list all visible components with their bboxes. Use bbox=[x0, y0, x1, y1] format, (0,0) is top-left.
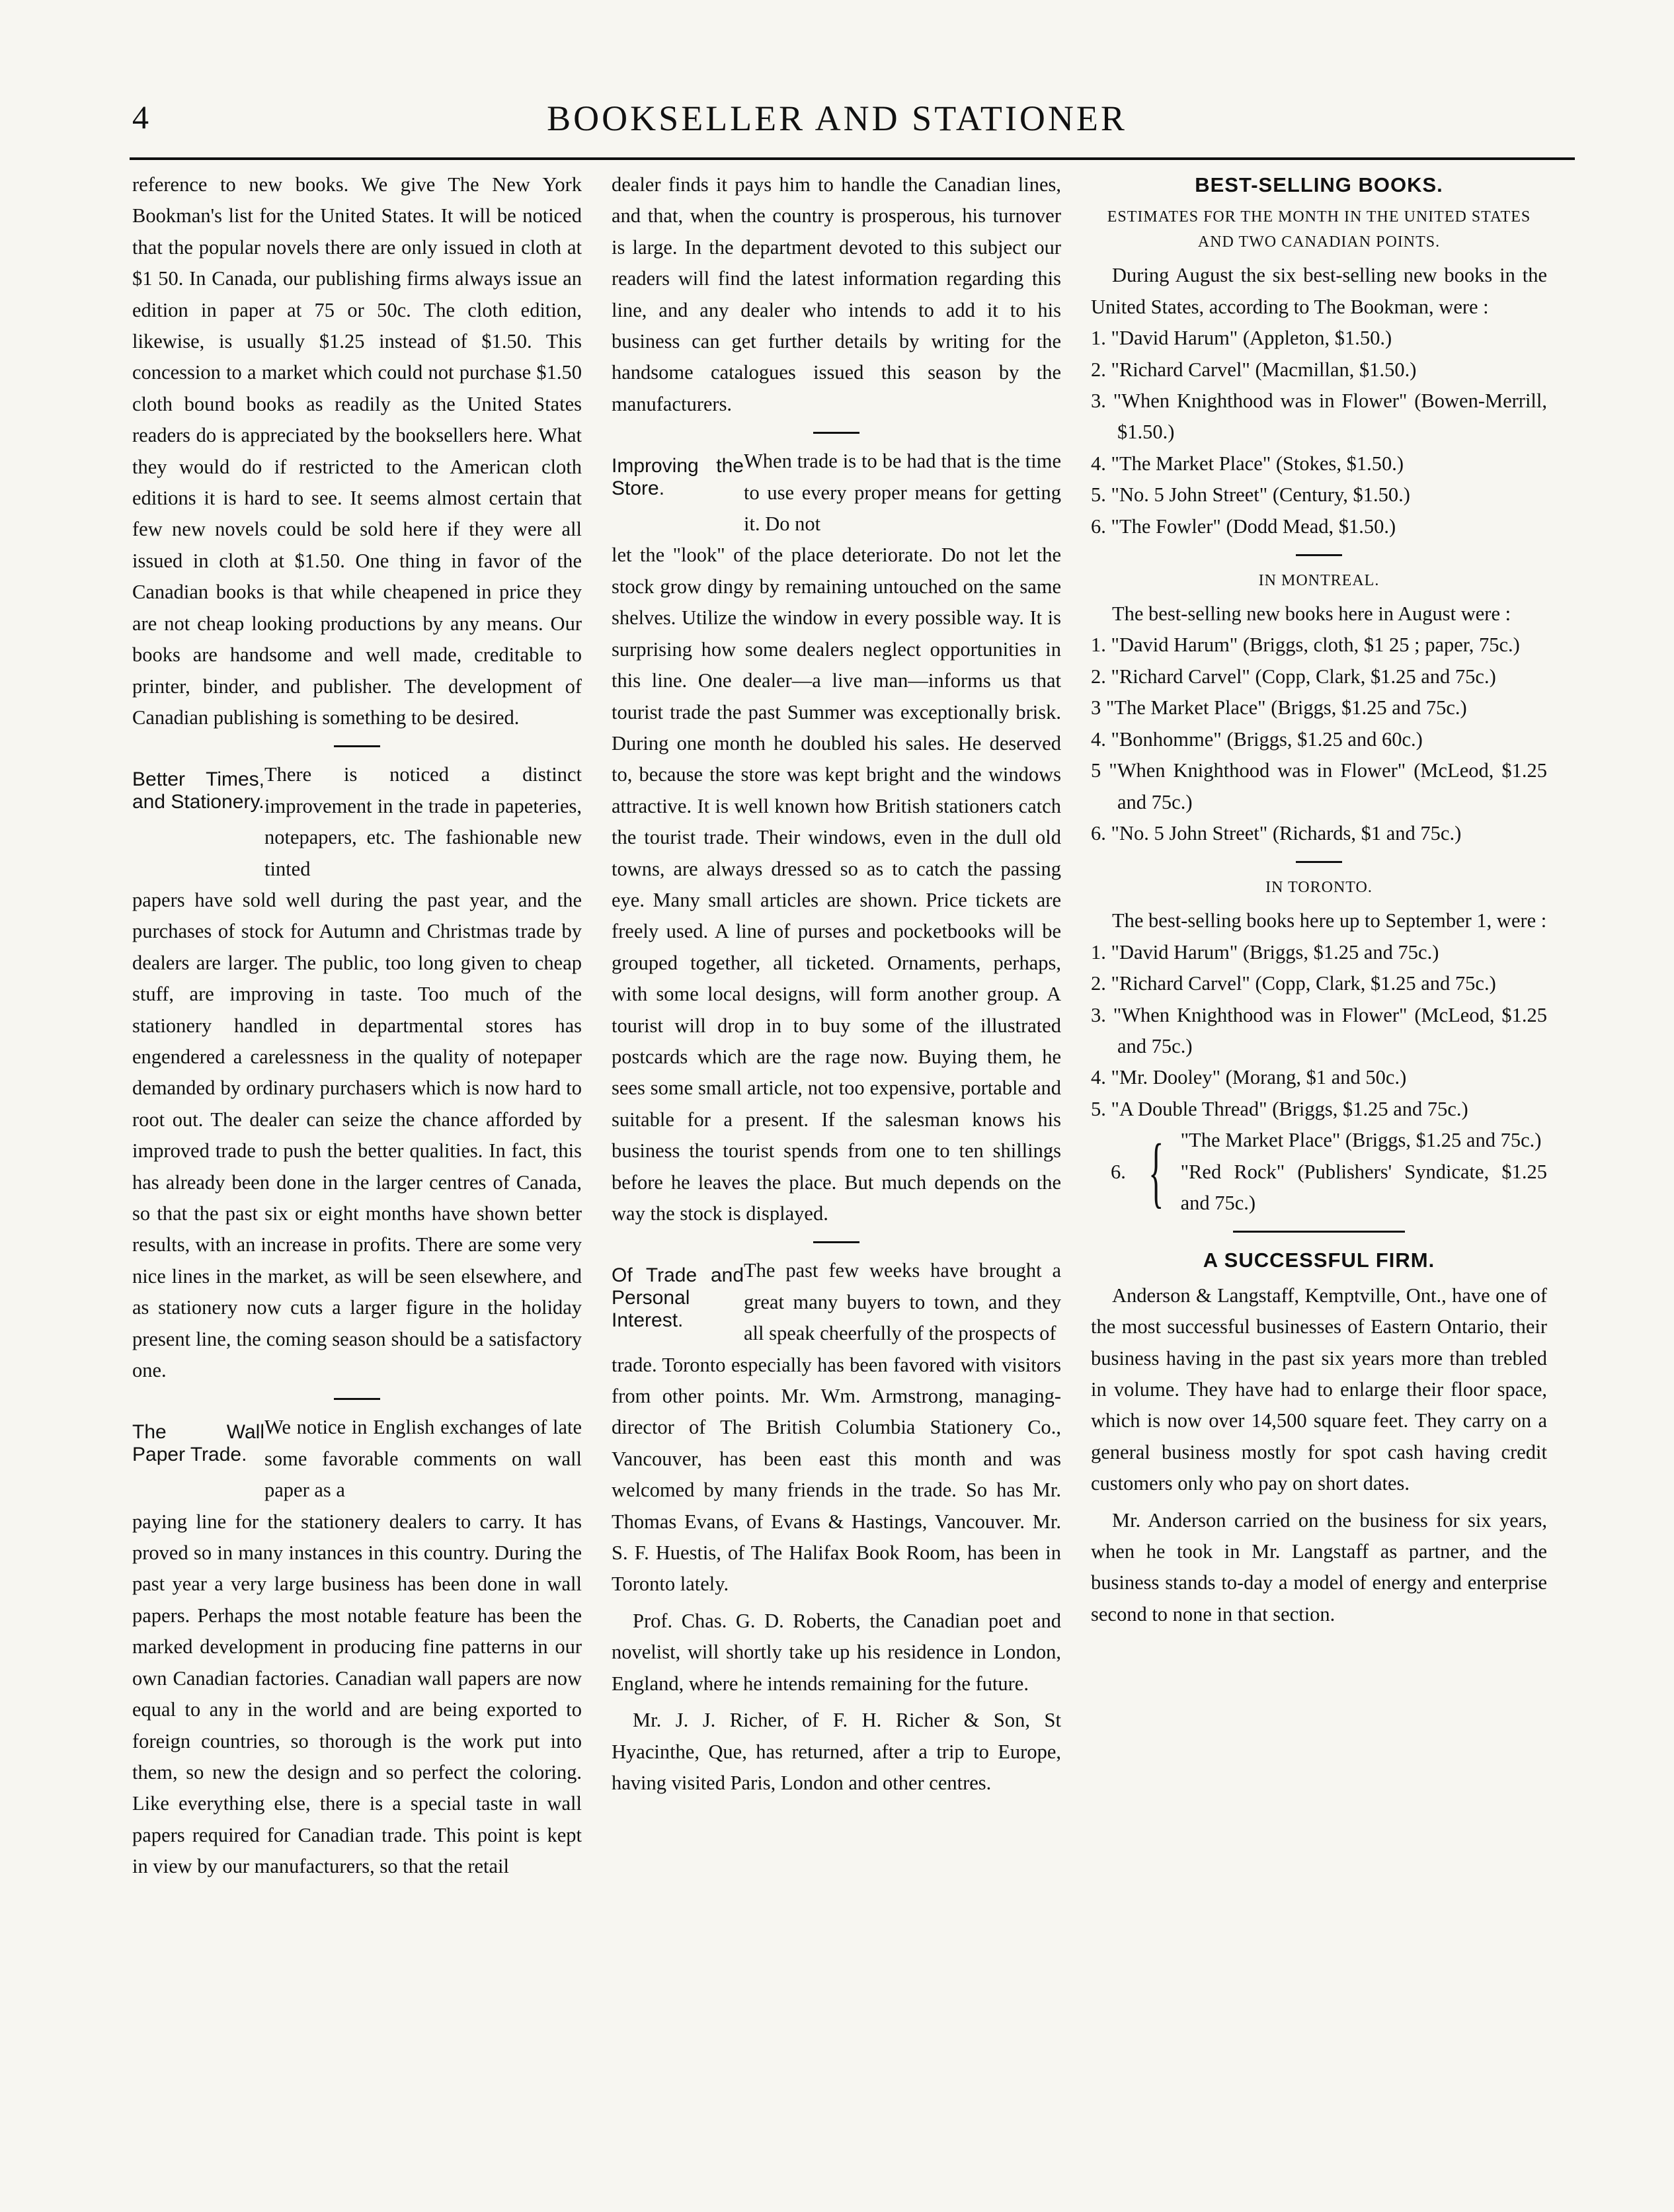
paragraph-lead: We notice in English exchanges of late some favorable comments on wall paper as a bbox=[264, 1416, 582, 1502]
section-divider bbox=[1296, 554, 1342, 556]
section-subtitle: ESTIMATES FOR THE MONTH IN THE UNITED STATES AND TWO CANADIAN POINTS. bbox=[1107, 208, 1531, 251]
paragraph-lead: The past few weeks have brought a great many buyers to town, and they all speak cheerfully of the prospects of bbox=[744, 1259, 1061, 1345]
paragraph-lead: There is noticed a distinct improvement in the trade in papeteries, notepapers, etc. The fashionable new tinted bbox=[264, 763, 582, 880]
section-improving bbox=[612, 446, 1061, 540]
section-wall-paper bbox=[132, 1412, 582, 1506]
us-list bbox=[1091, 323, 1547, 542]
list-item: 4. "The Market Place" (Stokes, $1.50.) bbox=[1091, 452, 1404, 475]
paragraph: The best-selling new books here in August were : bbox=[1112, 602, 1511, 626]
list-item: 3. "When Knighthood was in Flower" (McLeod, $1.25 and 75c.) bbox=[1091, 1003, 1547, 1057]
paragraph: reference to new books. We give The New York Bookman's list for the United States. It will be noticed that the popular novels there are only issued in cloth at $1 50. In Canada, our publishing firms always issue an edition in paper at 75 or 50c. The cloth edition, likewise, is usually $1.25 instead of $1.50. This concession to a market which could not purchase $1.50 cloth bound books as readily as the United States readers do is appreciated by the booksellers here. What they would do if restricted to the American cloth editions it is hard to see. It seems almost certain that few new novels could be sold here if they were all issued in cloth at $1.50. One thing in favor of the Canadian books is that while cheapened in price they are not cheap looking productions by any means. Our books are handsome and well made, creditable to printer, binder, and publisher. The development of Canadian publishing is something to be desired. bbox=[132, 173, 582, 729]
side-heading: The Wall Paper Trade. bbox=[132, 1421, 264, 1466]
section-trade bbox=[612, 1255, 1061, 1349]
list-item: 1. "David Harum" (Briggs, $1.25 and 75c.) bbox=[1091, 940, 1439, 963]
list-item: 1. "David Harum" (Appleton, $1.50.) bbox=[1091, 327, 1392, 350]
paragraph: paying line for the stationery dealers to carry. It has proved so in many instances in this country. During the past year a very large business has been done in wall papers. Perhaps the most notable feature has been the marked development in producing fine patterns in our own Canadian factories. Canadian wall papers are now equal to any in the world and are being exported to foreign countries, so thorough is the work put into them, so new the design and so perfect the coloring. Like everything else, there is a special taste in wall papers required for Canadian trade. This point is kept in view by our manufacturers, so that the retail bbox=[132, 1510, 582, 1878]
paragraph: Prof. Chas. G. D. Roberts, the Canadian poet and novelist, will shortly take up his residence in London, England, where he intends remaining for the future. bbox=[612, 1609, 1061, 1695]
list-item: 6. "No. 5 John Street" (Richards, $1 and 75c.) bbox=[1091, 821, 1462, 844]
column-2 bbox=[612, 169, 1061, 1799]
list-item: 3. "When Knighthood was in Flower" (Bowen-Merrill, $1.50.) bbox=[1091, 389, 1547, 444]
toronto-list bbox=[1091, 937, 1547, 1219]
paragraph: papers have sold well during the past year, and the purchases of stock for Autumn and Christmas trade by dealers are larger. The public, too long given to cheap stuff, are improving in taste. Too much of the stationery handled in departmental stores has engendered a carelessness in the quality of notepaper demanded by ordinary purchasers which is now hard to root out. The dealer can seize the chance afforded by improved trade to push the better qualities. In fact, this has already been done in the larger centres of Canada, so that the past six or eight months have shown better results, with an increase in profits. There are some very nice lines in the market, as will be seen elsewhere, and as stationery now cuts a larger figure in the holiday present line, the coming season should be a satisfactory one. bbox=[132, 888, 582, 1382]
running-head: BOOKSELLER AND STATIONER bbox=[547, 99, 1127, 138]
section-divider bbox=[334, 1398, 380, 1400]
paragraph: The best-selling books here up to September 1, were : bbox=[1112, 909, 1547, 932]
section-divider bbox=[1233, 1231, 1405, 1233]
montreal-list bbox=[1091, 630, 1547, 849]
paragraph: Anderson & Langstaff, Kemptville, Ont., have one of the most successful businesses of Eastern Ontario, their business having in the past six years more than trebled in volume. They have had to enlarge their floor space, which is now over 14,500 square feet. They carry on a general business mostly for spot cash having credit customers only who pay on short dates. bbox=[1091, 1284, 1547, 1495]
list-item: 6. "The Fowler" (Dodd Mead, $1.50.) bbox=[1091, 514, 1396, 538]
list-item: 3 "The Market Place" (Briggs, $1.25 and 75c.) bbox=[1091, 696, 1467, 719]
section-title: A SUCCESSFUL FIRM. bbox=[1203, 1249, 1435, 1272]
paragraph: Mr. J. J. Richer, of F. H. Richer & Son, St Hyacinthe, Que, has returned, after a trip to Europe, having visited Paris, London and other centres. bbox=[612, 1709, 1061, 1794]
paragraph: trade. Toronto especially has been favored with visitors from other points. Mr. Wm. Armstrong, managing-director of The British Columbia Stationery Co., Vancouver, has been east this month and was welcomed by many friends in the trade. So has Mr. Thomas Evans, of Evans & Hastings, Vancouver. Mr. S. F. Huestis, of The Halifax Book Room, has been in Toronto lately. bbox=[612, 1353, 1061, 1596]
side-heading: Of Trade and Personal Interest. bbox=[612, 1264, 744, 1332]
bracketed-entry: "The Market Place" (Briggs, $1.25 and 75c.) bbox=[1180, 1129, 1542, 1152]
list-item: 2. "Richard Carvel" (Copp, Clark, $1.25 and 75c.) bbox=[1091, 665, 1496, 688]
list-item: 1. "David Harum" (Briggs, cloth, $1 25 ; paper, 75c.) bbox=[1091, 634, 1520, 657]
column-3 bbox=[1091, 169, 1547, 1630]
list-item: 2. "Richard Carvel" (Macmillan, $1.50.) bbox=[1091, 358, 1417, 381]
list-item: 4. "Bonhomme" (Briggs, $1.25 and 60c.) bbox=[1091, 727, 1423, 751]
list-number: 6. bbox=[1111, 1160, 1126, 1183]
section-divider bbox=[813, 1241, 859, 1243]
paragraph: Mr. Anderson carried on the business for six years, when he took in Mr. Langstaff as partner, and the business stands to-day a model of energy and enterprise second to none in that section. bbox=[1091, 1508, 1547, 1625]
bracketed-entry: "Red Rock" (Publishers' Syndicate, $1.25 and 75c.) bbox=[1180, 1160, 1547, 1214]
section-divider bbox=[813, 432, 859, 434]
bracketed-entries bbox=[1181, 1125, 1547, 1219]
column-1 bbox=[132, 169, 582, 1883]
list-item: 4. "Mr. Dooley" (Morang, $1 and 50c.) bbox=[1091, 1066, 1407, 1089]
subsection-heading: IN TORONTO. bbox=[1265, 879, 1373, 897]
list-item: 5. "No. 5 John Street" (Century, $1.50.) bbox=[1091, 483, 1410, 507]
header-rule bbox=[130, 157, 1575, 160]
paragraph: During August the six best-selling new books in the United States, according to The Bookman, were : bbox=[1091, 264, 1547, 318]
side-heading: Better Times, and Stationery. bbox=[132, 768, 264, 813]
paragraph: dealer finds it pays him to handle the Canadian lines, and that, when the country is prosperous, his turnover is large. In the department devoted to this subject our readers will find the latest information regarding this line, and any dealer who intends to add it to his business can get further details by writing for the handsome catalogues issued this season by the manufacturers. bbox=[612, 173, 1061, 415]
list-item-bracketed bbox=[1111, 1125, 1547, 1219]
brace-glyph: { bbox=[1148, 1127, 1164, 1216]
page-number: 4 bbox=[132, 99, 149, 136]
paragraph-lead: When trade is to be had that is the time to use every proper means for getting it. Do not bbox=[744, 450, 1061, 536]
section-divider bbox=[1296, 861, 1342, 863]
list-item: 5 "When Knighthood was in Flower" (McLeod, $1.25 and 75c.) bbox=[1091, 759, 1547, 813]
list-item: 2. "Richard Carvel" (Copp, Clark, $1.25 and 75c.) bbox=[1091, 972, 1496, 995]
list-item: 5. "A Double Thread" (Briggs, $1.25 and 75c.) bbox=[1091, 1097, 1468, 1120]
section-divider bbox=[334, 745, 380, 747]
side-heading: Improving the Store. bbox=[612, 455, 744, 500]
paragraph: let the "look" of the place deteriorate. Do not let the stock grow dingy by remaining untouched on the same shelves. Utilize the window in every possible way. It is surprising how some dealers neglect opportunities in this line. One dealer—a live man—informs us that tourist trade the past Summer was exceptionally brisk. During one month he doubled his sales. He deserved to, because the store was kept bright and the windows attractive. It is well known how British stationers catch the tourist trade. Their windows, even in the dull old towns, are always dressed so as to catch the passing eye. Many small articles are shown. Price tickets are freely used. A line of purses and pocketbooks will be grouped together, all ticketed. Ornaments, perhaps, with some local designs, will form another group. A tourist will drop in to buy some of the illustrated postcards which are the rage now. Buying them, he sees some small article, not too expensive, portable and suitable for a present. If the salesman knows his business the tourist spends from one to ten shillings before he leaves the place. But much depends on the way the stock is displayed. bbox=[612, 544, 1061, 1225]
subsection-heading: IN MONTREAL. bbox=[1258, 572, 1380, 590]
section-title: BEST-SELLING BOOKS. bbox=[1195, 173, 1443, 196]
section-better-times bbox=[132, 759, 582, 885]
